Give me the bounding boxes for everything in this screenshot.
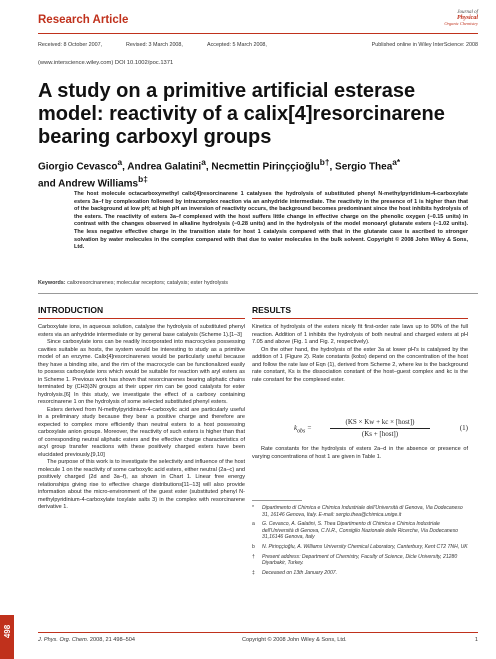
accepted-date: Accepted: 5 March 2008, <box>207 42 267 48</box>
author-affiliation-mark: b‡ <box>138 174 148 185</box>
abstract: The host molecule octacarboxymethyl calix[4]resorcinarene 1 catalyses the hydrolysis of substituted phenyl N-methylpyridinium-4-carboxylate esters 3a–f by complexation followed by intracomplex reaction via an anhydride intermediate. The reactivity in the presence of 1 is higher than that of the background at low pH; at high pH an inversion of reactivity occurs, the background becomes predominant since the host inhibits hydrolysis of the esters. The reactivity of esters 3a–f complexed with the host suffers little change in effective charge on the phenolic oxygen (−0.15 units) in contrast with the changes observed in alkaline hydrolysis (−0.28 units) and in the hydrolysis of the model monoaryl glutarate esters (−1.02 units). The less negative effective charge in the transition state for host 1 catalysis compared with that in the glutarate case is ascribed to stronger solvation by water molecules in the complex compared with that due to water molecules in the bulk solvent. Copyright © 2008 John Wiley & Sons, Ltd. <box>74 191 468 251</box>
equation-1 <box>252 418 468 440</box>
introduction-heading: INTRODUCTION <box>38 305 104 315</box>
paragraph: The purpose of this work is to investigate the selectivity and influence of the host molecule 1 on the reactivity of some carboxylic acid esters, either neutral (2a–c) and positively charged (2d and 3a–f), as shown in Chart 1. Linear free energy relationships giving rise to effective charge distributions[11–13] will also provide information about the micro-environment of the guest ester (substituted phenyl N-methylpyridinium-4-carboxylate tosylate salts 3) in the complex with resorcinarene derivative 1. <box>38 459 245 510</box>
author-affiliation-mark: b† <box>319 157 330 167</box>
paragraph: Since carboxylate ions can be readily incorporated into macrocycles possessing cavities suitable as hosts, the system would be interesting to study as a primitive model of an enzyme. Calix[4]resorcinarenes would be particularly useful because they have a binding site, and the rim of the macrocycle can be functionalized easily to possess carboxylate ions which would be suitable for reaction with aryl esters as in Scheme 1. Previous work has shown that resorcinarenes bearing aliphatic chains terminated by (CH3)3N groups at their upper rim can be good catalysts for ester hydrolysis.[6] In this study, we investigate the effect of a carboxy containing resorcinarene 1 on the hydrolysis of some selected substituted phenyl esters. <box>38 339 245 405</box>
affiliation-item: * Dipartimento di Chimica e Chimica Industriale dell'Università di Genova, Via Dodecaneso 31, 16146 Genova, Italy. E-mail: sergio.thea@chimica.unige.it <box>252 505 463 518</box>
paragraph: Rate constants for the hydrolysis of esters 2a–d in the absence or presence of varying concentrations of host 1 are given in Table 1. <box>252 446 468 460</box>
equation-numerator: (KS × Kw + kc × [host]) <box>345 418 415 426</box>
footer-page-number: 1 <box>474 637 478 643</box>
author-list <box>38 156 468 191</box>
affiliation-item: ‡ Deceased on 13th January 2007. <box>252 569 338 576</box>
author-name: , Necmettin Pirinççioğlu <box>205 161 320 173</box>
results-rule <box>252 318 468 319</box>
journal-logo-line3: Organic Chemistry <box>444 20 478 26</box>
author-name: , Andrea Galatini <box>122 161 202 173</box>
side-page-number: 498 <box>3 624 13 639</box>
author-affiliation-mark: a <box>117 157 123 167</box>
author-affiliation-mark: a* <box>392 157 401 167</box>
results-body-continued <box>252 446 468 461</box>
article-type-label: Research Article <box>38 14 129 26</box>
published-online: Published online in Wiley InterScience: 2008 <box>371 42 478 48</box>
affiliation-item: † Present address: Department of Chemistry, Faculty of Science, Dicle University, 21280 Diyarbakir, Turkey. <box>252 553 458 567</box>
footer-divider <box>38 632 478 633</box>
introduction-body <box>38 324 245 512</box>
paragraph: Kinetics of hydrolysis of the esters nicely fit first-order rate laws up to 90% of the full reaction. Addition of 1 inhibits the hydrolysis of both neutral and charged esters at pH 7.05 and above (Fig. 1 and Fig. 2, respectively). <box>252 324 468 345</box>
equation-number: (1) <box>459 424 468 432</box>
keywords-divider <box>38 293 478 294</box>
article-title: A study on a primitive artificial esterase model: reactivity of a calix[4]resorcinarene bearing carboxyl groups <box>38 80 445 148</box>
keywords <box>38 280 228 286</box>
journal-logo-line1: Journal of <box>457 10 478 15</box>
footer-copyright: Copyright © 2008 John Wiley & Sons, Ltd. <box>242 637 347 643</box>
journal-logo <box>444 10 478 26</box>
equation-denominator: (Ks + [host]) <box>361 429 399 438</box>
paragraph: Carboxylate ions, in aqueous solution, catalyse the hydrolysis of substituted phenyl esters via an anhydride intermediate or by general base catalysis (Scheme 1).[1–3] <box>38 324 245 338</box>
author-name: , Sergio Thea <box>329 161 393 173</box>
results-body <box>252 324 468 384</box>
journal-logo-line2: Physical <box>457 15 478 22</box>
equation-fraction <box>330 418 430 439</box>
fraction-bar <box>330 428 430 429</box>
author-name: and Andrew Williams <box>38 178 139 190</box>
keywords-text: calixresorcinarenes; molecular receptors; catalysis; ester hydrolysis <box>67 280 228 286</box>
author-name: Giorgio Cevasco <box>38 161 118 173</box>
footer-citation: J. Phys. Org. Chem. 2008, 21 498–504 <box>38 637 136 643</box>
affiliation-item: b N. Pirinççioğlu, A. Williams University Chemical Laboratory, Canterbury, Kent CT2 7NH, UK <box>252 543 468 550</box>
affiliations <box>252 505 468 579</box>
doi-line[interactable]: (www.interscience.wiley.com) DOI 10.1002/poc.1371 <box>38 60 174 66</box>
affiliations-divider <box>252 500 302 501</box>
author-affiliation-mark: a <box>201 157 206 167</box>
keywords-label: Keywords: <box>38 280 66 286</box>
received-date: Received: 8 October 2007, <box>38 42 103 48</box>
equation-lhs: $k_{obs}$ = <box>294 424 312 435</box>
results-heading: RESULTS <box>252 305 292 315</box>
introduction-rule <box>38 318 245 319</box>
page-number-tab <box>0 615 14 659</box>
header-divider <box>38 33 478 34</box>
paragraph: Esters derived from N-methylpyridinium-4-carboxylic acid are particularly useful in a preliminary study because they bear a positive charge and therefore are expected to complex more efficiently than neutral esters to a host possessing carboxylate anion groups. Moreover, the reactivity of such esters is higher than that of corresponding neutral aliphatic esters and the effective charge characteristics of acyl group transfer reactions with these positively charged esters have been elucidated previously.[9,10] <box>38 406 245 458</box>
paragraph: On the other hand, the hydrolysis of the ester 3a at lower pH's is catalysed by the addition of 1 (Figure 2). Rate constants (kobs) depend on the concentration of the host and follow the rate law of Eqn (1), derived from Scheme 2, where kw is the background rate constant, Ks is the dissociation constant of the host–guest complex and kc is the rate constant for the complexed ester. <box>252 346 468 383</box>
revised-date: Revised: 3 March 2008, <box>126 42 183 48</box>
affiliation-item: a G. Cevasco, A. Galatini, S. Thea Dipartimento di Chimica e Chimica Industriale dell'Università di Genova, C.N.R., Consiglio Nazionale delle Ricerche, Via Dodecaneso 31,16146 Genova, Italy <box>252 521 458 541</box>
